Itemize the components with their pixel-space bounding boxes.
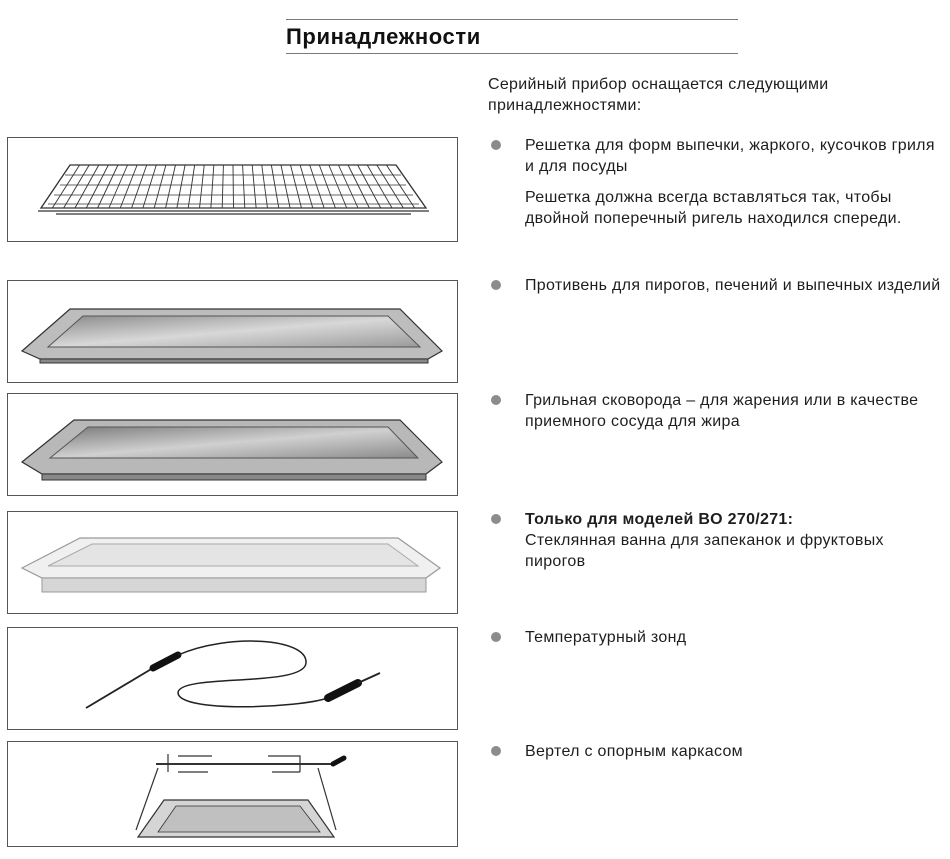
temperature-probe-icon	[86, 641, 380, 708]
item-text: Противень для пирогов, печений и выпечных изделий	[525, 277, 941, 294]
item-text: Вертел с опорным каркасом	[525, 743, 743, 760]
bullet	[491, 280, 501, 290]
bullet	[491, 746, 501, 756]
page-title: Принадлежности	[286, 24, 481, 49]
bullet	[491, 140, 501, 150]
bullet	[491, 395, 501, 405]
baking-tray-figure	[7, 280, 458, 383]
item-model-note: Только для моделей BO 270/271:	[525, 511, 794, 528]
item-text: Температурный зонд	[525, 629, 687, 646]
bullet	[491, 632, 501, 642]
item-text: Решетка для форм выпечки, жаркого, кусочков гриля и для посуды	[525, 137, 935, 175]
bullet	[491, 514, 501, 524]
glass-dish-figure	[7, 511, 458, 614]
intro-text: Серийный прибор оснащается следующими принадлежностями:	[488, 76, 829, 114]
wire-rack-icon	[8, 138, 457, 241]
probe-figure	[7, 627, 458, 730]
wire-rack-figure	[7, 137, 458, 242]
item-text: Стеклянная ванна для запеканок и фруктовых пирогов	[525, 532, 884, 570]
top-rule	[286, 19, 738, 20]
title-rule	[286, 53, 738, 54]
rotisserie-spit-icon	[136, 754, 344, 837]
grill-pan-figure	[7, 393, 458, 496]
grill-pan-icon	[22, 420, 442, 480]
glass-dish-icon	[22, 538, 440, 592]
item-text: Грильная сковорода – для жарения или в качестве приемного сосуда для жира	[525, 392, 919, 430]
item-note: Решетка должна всегда вставляться так, чтобы двойной поперечный ригель находился спереди.	[525, 189, 902, 227]
rotisserie-figure	[7, 741, 458, 847]
baking-tray-icon	[22, 309, 442, 363]
